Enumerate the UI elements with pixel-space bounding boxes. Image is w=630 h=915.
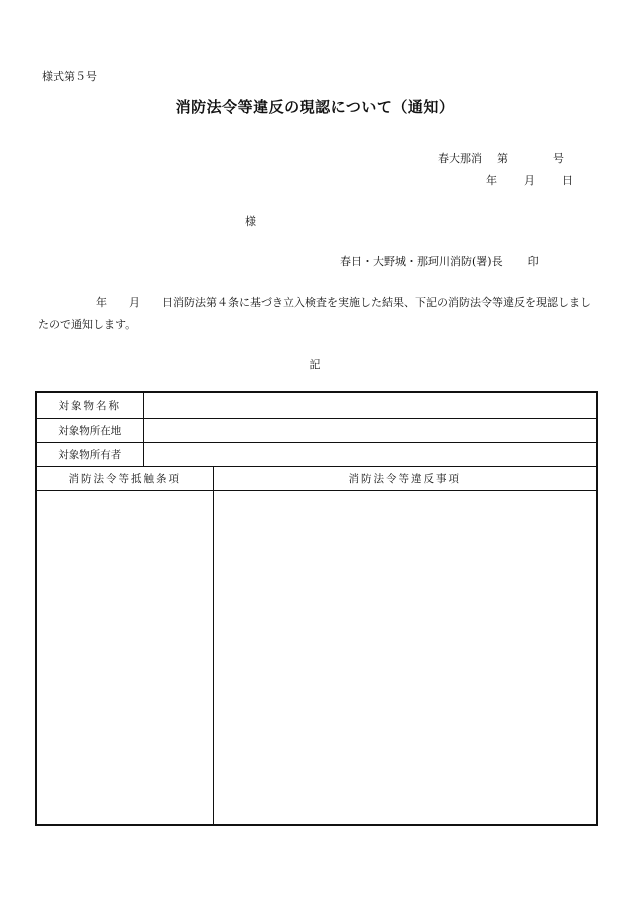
dai-label: 第 — [497, 152, 508, 165]
row-object-owner — [37, 442, 596, 466]
row-column-headers — [37, 466, 596, 490]
header-violated-clauses: 消防法令等抵触条項 — [37, 466, 213, 490]
cell-violated-clauses[interactable] — [37, 490, 213, 824]
addressee: 様 — [245, 215, 256, 228]
date-month: 月 — [524, 174, 535, 187]
row-object-name — [37, 393, 596, 418]
document-title: 消防法令等違反の現認について（通知） — [175, 98, 455, 116]
header-violation-items: 消防法令等違反事項 — [213, 466, 596, 490]
report-table — [35, 391, 598, 826]
issuer — [340, 253, 539, 269]
row-violation-details — [37, 490, 596, 824]
issuer-name: 春日・大野城・那珂川消防(署)長 — [340, 255, 503, 268]
label-object-name: 対象物名称 — [37, 393, 143, 418]
label-object-location: 対象物所在地 — [37, 418, 143, 442]
date-day: 日 — [562, 174, 573, 187]
row-object-location — [37, 418, 596, 442]
label-object-owner: 対象物所有者 — [37, 442, 143, 466]
go-label: 号 — [553, 152, 564, 165]
document-date — [486, 172, 573, 188]
office-code: 春大那消 — [438, 152, 482, 165]
form-number: 様式第５号 — [42, 70, 97, 83]
body-year: 年 — [96, 296, 107, 309]
value-object-location[interactable] — [143, 418, 596, 442]
ki-heading: 記 — [309, 358, 321, 371]
date-year: 年 — [486, 174, 497, 187]
body-text: 消防法第４条に基づき立入検査を実施した結果、下記の消防法令等違反を現認しましたので通知します。 — [38, 296, 591, 331]
body-month: 月 — [129, 296, 140, 309]
seal-mark: 印 — [527, 255, 539, 268]
document-number — [438, 150, 564, 166]
cell-violation-items[interactable] — [213, 490, 596, 824]
body-paragraph — [38, 292, 596, 336]
value-object-owner[interactable] — [143, 442, 596, 466]
value-object-name[interactable] — [143, 393, 596, 418]
body-day: 日 — [162, 296, 173, 309]
